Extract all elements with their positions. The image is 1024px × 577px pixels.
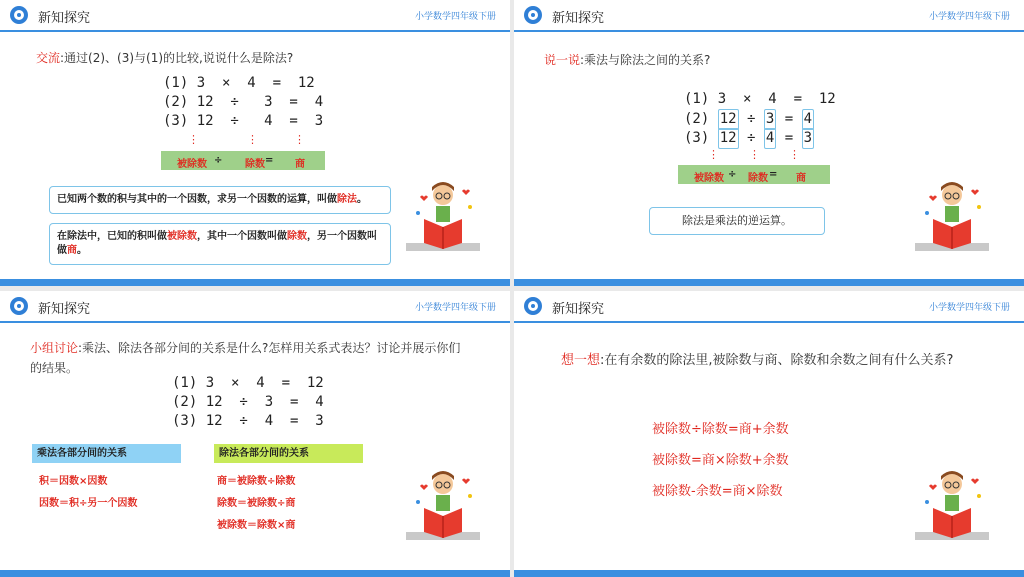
- dots-2: ⋮: [749, 148, 760, 161]
- equation-2: (2) 12 ÷ 3 = 4: [163, 94, 324, 110]
- slide-title: 新知探究: [552, 11, 605, 26]
- dots-1: ⋮: [188, 133, 199, 146]
- division-relations-heading: 除法各部分间的关系: [214, 444, 363, 463]
- term-quotient: 商: [796, 173, 806, 184]
- def2-part: ，另一个因数叫做: [57, 231, 377, 256]
- prompt-label: 想一想: [561, 353, 601, 368]
- remainder-relation-2: 被除数=商×除数+余数: [652, 453, 789, 468]
- def2-quotient: 商: [67, 245, 77, 256]
- reading-boy-illustration: [400, 177, 486, 257]
- discussion-prompt: [36, 48, 293, 68]
- logo-icon: [524, 6, 542, 24]
- highlight-dividend: 12: [718, 109, 739, 130]
- slide-subtitle: 小学数学四年级下册: [414, 303, 496, 313]
- eq-op: ÷: [738, 130, 764, 146]
- term-quotient: 商: [295, 159, 305, 170]
- mul-rule-2: 因数＝积÷另一个因数: [39, 498, 138, 509]
- term-dividend: 被除数: [694, 173, 724, 184]
- eq-index: (2): [684, 111, 718, 127]
- slide-subtitle: 小学数学四年级下册: [928, 12, 1010, 22]
- multiplication-relations-heading: 乘法各部分间的关系: [32, 444, 181, 463]
- group-discussion-prompt: [30, 338, 470, 378]
- slide-title: 新知探究: [38, 302, 91, 317]
- prompt-text: :乘法、除法各部分间的关系是什么?怎样用关系式表达？讨论并展示你们的结果。: [30, 341, 461, 375]
- inverse-operation-box: 除法是乘法的逆运算。: [649, 207, 825, 235]
- definition-end: 。: [357, 194, 367, 205]
- term-equals-sign: =: [265, 155, 274, 166]
- slide-header: [0, 0, 510, 32]
- prompt-label: 交流: [36, 51, 61, 65]
- slide-footer-bar: [514, 570, 1024, 577]
- equation-3: (3) 12 ÷ 4 = 3: [172, 413, 324, 429]
- eq-op: ÷: [738, 111, 764, 127]
- logo-icon: [10, 6, 28, 24]
- logo-icon: [524, 297, 542, 315]
- highlight-dividend: 12: [718, 128, 739, 149]
- definition-keyword: 除法: [337, 194, 357, 205]
- slide-footer-bar: [0, 279, 510, 286]
- division-terms-bar: [678, 165, 830, 184]
- term-divisor: 除数: [748, 173, 768, 184]
- prompt-label: 小组讨论: [30, 341, 79, 355]
- equation-3: (3) 12 ÷ 4 = 3: [163, 113, 324, 129]
- dots-3: ⋮: [789, 148, 800, 161]
- div-rule-1: 商＝被除数÷除数: [217, 476, 296, 487]
- term-divide-sign: ÷: [728, 169, 737, 180]
- definition-text: 已知两个数的积与其中的一个因数，求另一个因数的运算，叫做: [57, 194, 337, 205]
- slide-panel-2: [514, 0, 1024, 286]
- slide-title: 新知探究: [552, 302, 605, 317]
- think-prompt: [561, 349, 966, 372]
- equation-1: (1) 3 × 4 = 12: [163, 75, 315, 91]
- def2-divisor: 除数: [287, 231, 307, 242]
- slide-footer-bar: [514, 279, 1024, 286]
- term-divisor: 除数: [245, 159, 265, 170]
- mul-rule-1: 积＝因数×因数: [39, 476, 108, 487]
- eq-op: =: [776, 130, 802, 146]
- reading-boy-illustration: [400, 466, 486, 546]
- reading-boy-illustration: [909, 466, 995, 546]
- prompt-text: :乘法与除法之间的关系?: [580, 53, 711, 67]
- equation-3: [684, 128, 814, 149]
- remainder-relation-1: 被除数÷除数=商+余数: [652, 422, 789, 437]
- def2-part: 在除法中，已知的积叫做: [57, 231, 167, 242]
- highlight-quotient: 4: [802, 109, 814, 130]
- say-prompt: [544, 50, 710, 70]
- definition-box-1: [49, 186, 391, 214]
- dots-1: ⋮: [708, 148, 719, 161]
- prompt-text: :通过(2)、(3)与(1)的比较,说说什么是除法?: [60, 51, 294, 65]
- equation-1: (1) 3 × 4 = 12: [172, 375, 324, 391]
- slide-header: [0, 291, 510, 323]
- eq-op: =: [776, 111, 802, 127]
- prompt-text: :在有余数的除法里,被除数与商、除数和余数之间有什么关系?: [600, 353, 954, 368]
- remainder-relation-3: 被除数-余数=商×除数: [652, 484, 783, 499]
- prompt-label: 说一说: [544, 53, 581, 67]
- reading-boy-illustration: [909, 177, 995, 257]
- equation-1: (1) 3 × 4 = 12: [684, 91, 836, 107]
- slide-subtitle: 小学数学四年级下册: [928, 303, 1010, 313]
- slide-panel-3: [0, 291, 510, 577]
- div-rule-3: 被除数＝除数×商: [217, 520, 296, 531]
- equation-2: [684, 109, 814, 130]
- slide-header: [514, 0, 1024, 32]
- definition-box-2: [49, 223, 391, 265]
- division-terms-bar: [161, 151, 325, 170]
- slide-panel-4: [514, 291, 1024, 577]
- def2-dividend: 被除数: [167, 231, 197, 242]
- dots-3: ⋮: [294, 133, 305, 146]
- equation-2: (2) 12 ÷ 3 = 4: [172, 394, 324, 410]
- def2-part: ，其中一个因数叫做: [197, 231, 287, 242]
- slide-footer-bar: [0, 570, 510, 577]
- term-dividend: 被除数: [177, 159, 207, 170]
- highlight-divisor: 4: [764, 128, 776, 149]
- logo-icon: [10, 297, 28, 315]
- highlight-divisor: 3: [764, 109, 776, 130]
- div-rule-2: 除数＝被除数÷商: [217, 498, 296, 509]
- def2-part: 。: [77, 245, 87, 256]
- slide-panel-1: [0, 0, 510, 286]
- slide-title: 新知探究: [38, 11, 91, 26]
- slide-header: [514, 291, 1024, 323]
- slide-subtitle: 小学数学四年级下册: [414, 12, 496, 22]
- term-equals-sign: =: [769, 169, 778, 180]
- highlight-quotient: 3: [802, 128, 814, 149]
- term-divide-sign: ÷: [214, 155, 223, 166]
- dots-2: ⋮: [247, 133, 258, 146]
- eq-index: (3): [684, 130, 718, 146]
